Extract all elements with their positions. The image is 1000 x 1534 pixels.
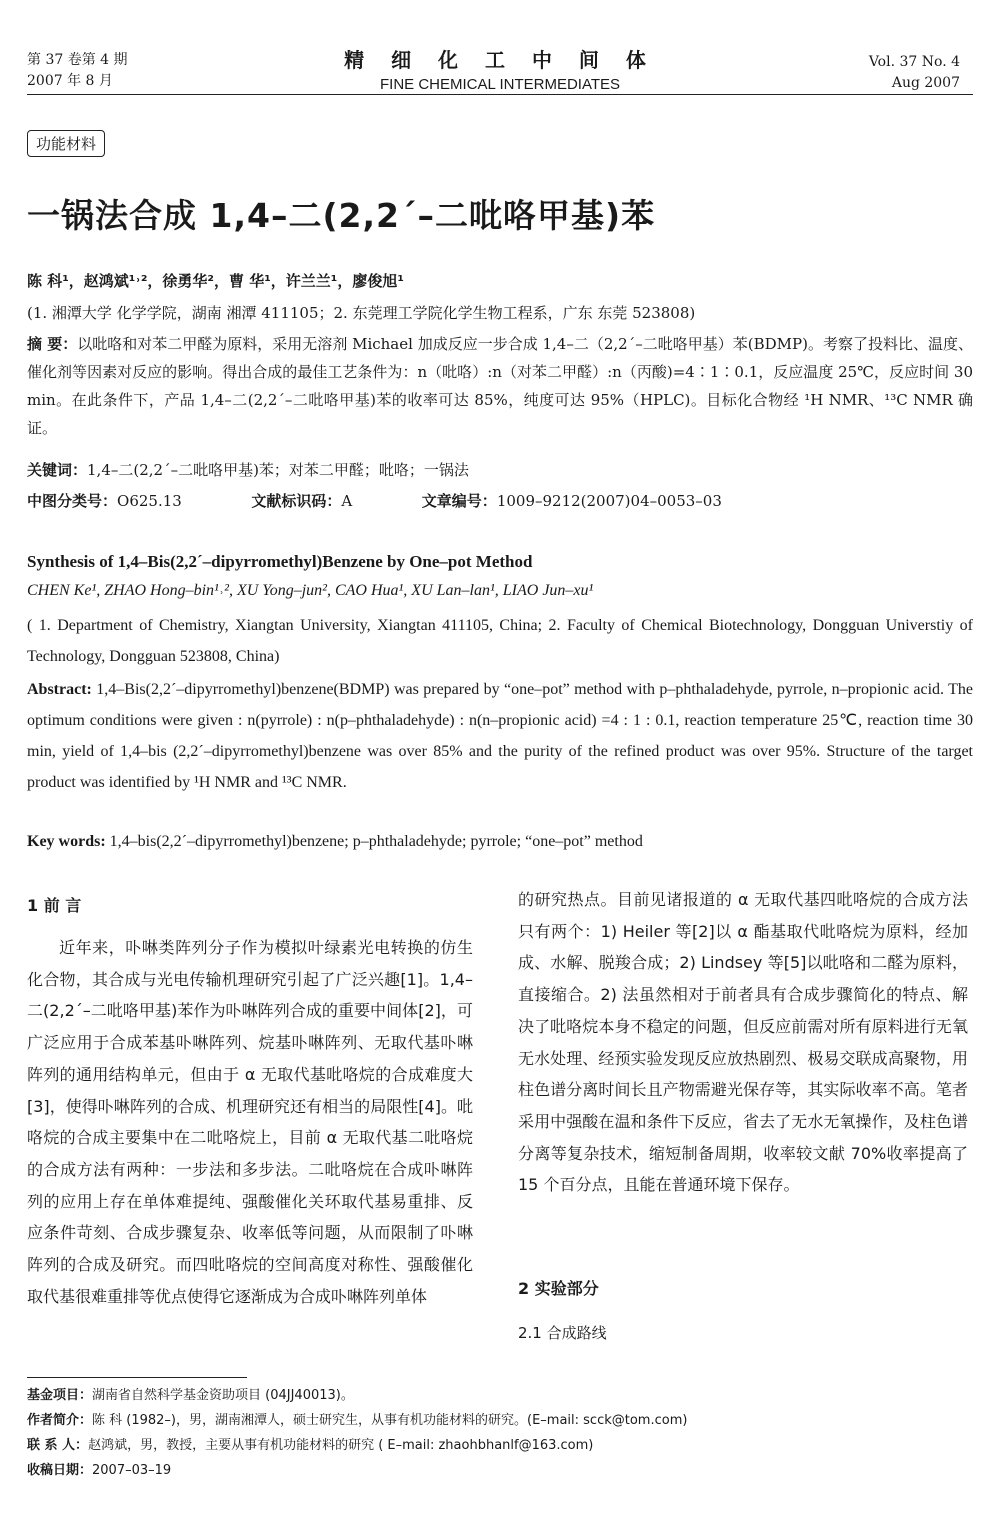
english-abstract-text: 1,4–Bis(2,2´–dipyrromethyl)benzene(BDMP) was prepared by “one–pot” method with p–phthaladehyde, pyrrole, n–propionic acid. The optimum conditions were given : n(pyrrole) : n(p–phthaladehyde) : n(n–propionic acid) =4 : 1 : 0.1, reaction temperature 25℃, reaction time 30 min, yield of 1,4–bis (2,2´–dipyrromethyl)benzene was over 85% and the purity of the refined product was over 95%. Structure of the target product was identified by ¹H NMR and ¹³C NMR.: [27, 681, 974, 791]
english-abstract: [27, 674, 973, 798]
paper-title: 一锅法合成 1,4–二(2,2´–二吡咯甲基)苯: [27, 196, 656, 235]
keywords-cn: [27, 456, 973, 484]
fund-text: 湖南省自然科学基金资助项目 (04JJ40013)。: [92, 1388, 354, 1403]
footnote-received: [27, 1458, 973, 1483]
doc-code-value: A: [341, 492, 353, 510]
journal-issue-cn: [27, 50, 128, 92]
author-bio-label: 作者简介：: [27, 1413, 93, 1428]
journal-issue-en: [869, 52, 960, 94]
header-rule: [27, 94, 973, 95]
english-affiliation: ( 1. Department of Chemistry, Xiangtan University, Xiangtan 411105, China; 2. Faculty of Chemical Biotechnology, Dongguan Universtiy of Technology, Dongguan 523808, China): [27, 617, 973, 665]
classification-line: [27, 487, 973, 515]
date-en: Aug 2007: [891, 75, 960, 91]
abstract-cn-text: 以吡咯和对苯二甲醛为原料，采用无溶剂 Michael 加成反应一步合成 1,4–二（2,2´–二吡咯甲基）苯(BDMP)。考察了投料比、温度、催化剂等因素对反应的影响。得出合成的最佳工艺条件为：n（吡咯）:n（对苯二甲醛）:n（丙酸)=4∶1∶0.1，反应温度 25℃，反应时间 30 min。在此条件下，产品 1,4–二(2,2´–二吡咯甲基)苯的收率可达 85%，纯度可达 95%（HPLC)。目标化合物经 ¹H NMR、¹³C NMR 确证。: [27, 335, 973, 437]
footnote-contact: [27, 1433, 973, 1458]
footnote-fund: [27, 1383, 973, 1408]
received-date: 2007–03–19: [92, 1463, 172, 1478]
intro-paragraph-left: 近年来，卟啉类阵列分子作为模拟叶绿素光电转换的仿生化合物，其合成与光电传输机理研究引起了广泛兴趣[1]。1,4–二(2,2´–二吡咯甲基)苯作为卟啉阵列合成的重要中间体[2]，可广泛应用于合成苯基卟啉阵列、烷基卟啉阵列、无取代基卟啉阵列的通用结构单元，但由于 α 无取代基吡咯烷的合成难度大[3]，使得卟啉阵列的合成、机理研究还有相当的局限性[4]。吡咯烷的合成主要集中在二吡咯烷上，目前 α 无取代基二吡咯烷的合成方法有两种：一步法和多步法。二吡咯烷在合成卟啉阵列的应用上存在单体难提纯、强酸催化关环取代基易重排、反应条件苛刻、合成步骤复杂、收率低等问题，从而限制了卟啉阵列的合成及研究。而四吡咯烷的空间高度对称性、强酸催化取代基很难重排等优点使得它逐渐成为合成卟啉阵列单体: [27, 938, 473, 1306]
english-title: Synthesis of 1,4–Bis(2,2´–dipyrromethyl)Benzene by One–pot Method: [27, 552, 533, 571]
journal-name-en: FINE CHEMICAL INTERMEDIATES: [379, 76, 621, 93]
section-1-heading: 1 前 言: [27, 896, 82, 915]
fund-label: 基金项目：: [27, 1388, 93, 1403]
date-cn: 2007 年 8 月: [27, 73, 113, 89]
english-authors: CHEN Ke¹, ZHAO Hong–bin¹˒², XU Yong–jun², CAO Hua¹, XU Lan–lan¹, LIAO Jun–xu¹: [27, 582, 594, 599]
affiliation-cn: (1. 湘潭大学 化学学院，湖南 湘潭 411105；2. 东莞理工学院化学生物工程系，广东 东莞 523808): [27, 304, 696, 322]
section-2-1-heading: 2.1 合成路线: [518, 1324, 607, 1342]
keywords-cn-label: 关键词：: [27, 461, 88, 479]
clc-label: 中图分类号：: [27, 492, 118, 510]
article-no-value: 1009–9212(2007)04–0053–03: [496, 492, 722, 510]
author-bio-text: 陈 科 (1982–)，男，湖南湘潭人，硕士研究生，从事有机功能材料的研究。(E–mail: scck@tom.com): [92, 1413, 688, 1428]
contact-label: 联 系 人：: [27, 1438, 89, 1453]
english-keywords-text: 1,4–bis(2,2´–dipyrromethyl)benzene; p–phthaladehyde; pyrrole; “one–pot” method: [109, 833, 643, 850]
article-no-label: 文章编号：: [421, 492, 497, 510]
authors-cn: 陈 科¹，赵鸿斌¹˒²，徐勇华²，曹 华¹，许兰兰¹，廖俊旭¹: [27, 272, 404, 290]
journal-name: [300, 44, 700, 93]
contact-text: 赵鸿斌，男，教授，主要从事有机功能材料的研究 ( E–mail: zhaohbhanlf@163.com): [88, 1438, 594, 1453]
english-keywords-label: Key words:: [27, 833, 106, 850]
english-abstract-label: Abstract:: [27, 681, 92, 698]
right-column: [518, 884, 968, 1201]
abstract-cn: [27, 330, 973, 442]
keywords-cn-text: 1,4–二(2,2´–二吡咯甲基)苯；对苯二甲醛；吡咯；一锅法: [87, 461, 469, 479]
received-label: 收稿日期：: [27, 1463, 93, 1478]
volume-en: Vol. 37 No. 4: [868, 54, 960, 70]
left-column: [27, 932, 473, 1312]
volume-cn: 第 37 卷第 4 期: [27, 52, 128, 68]
footnote-rule: [27, 1377, 247, 1378]
section-2-heading: 2 实验部分: [518, 1279, 599, 1298]
doc-code-label: 文献标识码：: [251, 492, 342, 510]
abstract-cn-label: 摘 要：: [27, 335, 78, 353]
journal-name-cn: 精 细 化 工 中 间 体: [344, 48, 656, 72]
english-keywords: [27, 826, 973, 857]
clc-value: O625.13: [117, 492, 182, 510]
section-tag: 功能材料: [27, 130, 105, 157]
intro-paragraph-right: 的研究热点。目前见诸报道的 α 无取代基四吡咯烷的合成方法只有两个：1) Heiler 等[2]以 α 酯基取代吡咯烷为原料，经加成、水解、脱羧合成；2) Lindsey 等[5]以吡咯和二醛为原料，直接缩合。2) 法虽然相对于前者具有合成步骤简化的特点、解决了吡咯烷本身不稳定的问题，但反应前需对所有原料进行无氧无水处理、经预实验发现反应放热剧烈、极易交联成高聚物，用柱色谱分离时间长且产物需避光保存等，其实际收率不高。笔者采用中强酸在温和条件下反应，省去了无水无氧操作，及柱色谱分离等复杂技术，缩短制备周期，收率较文献 70%收率提高了 15 个百分点，且能在普通环境下保存。: [518, 890, 968, 1195]
footnote-author: [27, 1408, 973, 1433]
